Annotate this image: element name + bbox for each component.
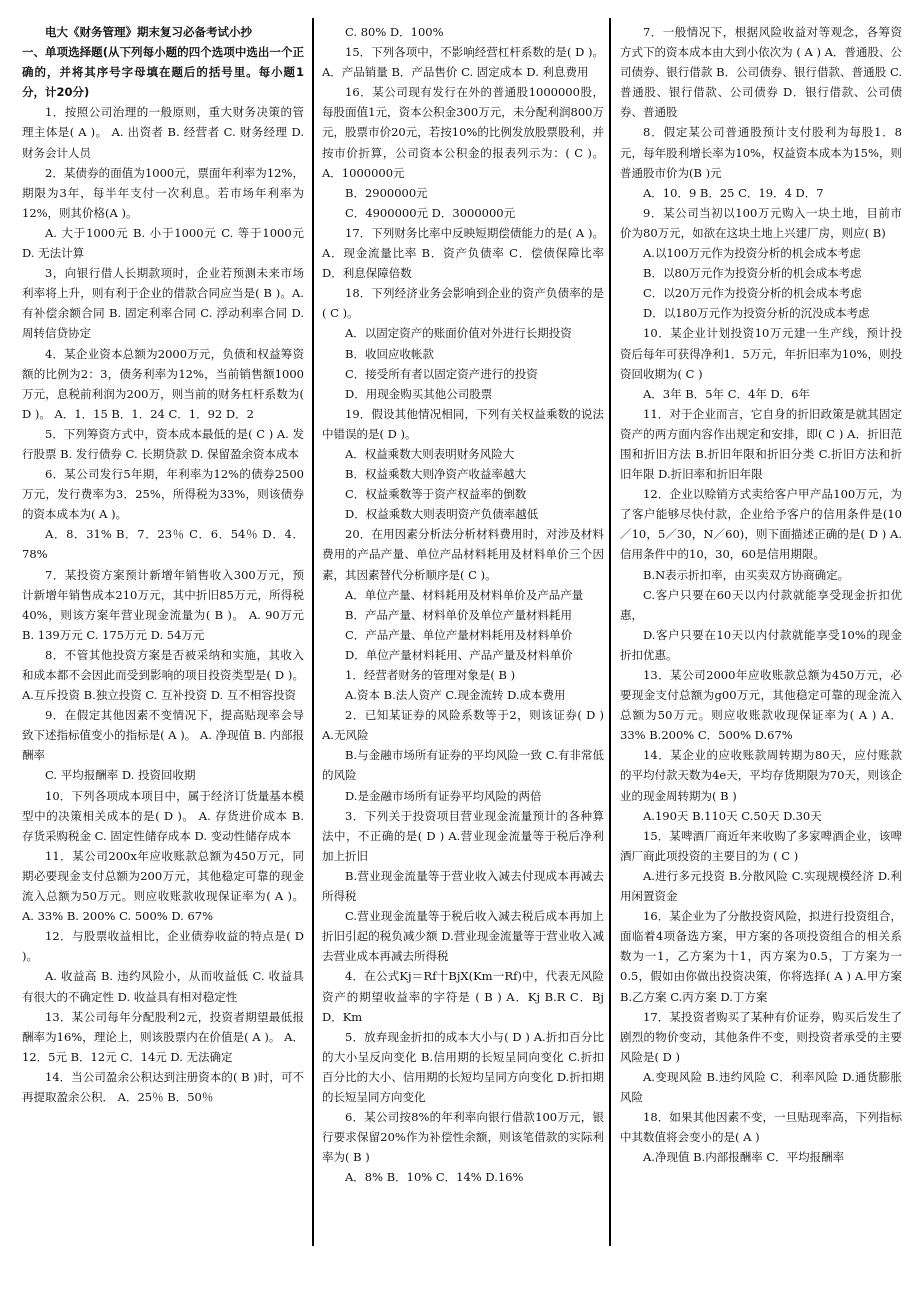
question-text: C．产品产量、单位产量材料耗用及材料单价 — [345, 627, 573, 642]
question-text: B.营业现金流量等于营业收入减去付现成本再减去所得税 — [322, 868, 604, 904]
question-text: B．权益乘数大则净资产收益率越大 — [345, 467, 526, 482]
question-text: 11．对于企业而言，它自身的折旧政策是就其固定资产的两方面内容作出规定和安排，即( C ) A．折旧范围和折旧方法 B.折旧年限和折旧分类 C.折旧方法和折旧年限 D.折旧率和折旧年限 — [620, 406, 902, 482]
question-text: 13．某公司每年分配股利2元，投资者期望最低报酬率为16%，理论上，则该股票内在价值是( A )。 A．12．5元 B．12元 C．14元 D. 无法确定 — [22, 1009, 304, 1064]
question-text: 7．一般情况下，根据风险收益对等观念，各筹资方式下的资本成本由大到小依次为 ( A ) A．普通股、公司债券、银行借款 B．公司债券、银行借款、普通股 C.普通股、银行借款、公司债券 D．银行借款、公司债券、普通股 — [620, 25, 902, 120]
question-text: 7．某投资方案预计新增年销售收入300万元，预计新增年销售成本210万元，其中折旧85万元，所得税40%，则该方案年营业现金流量为( B )。 A. 90万元 B. 139万元 C. 175万元 D. 54万元 — [22, 567, 304, 642]
question-text: A. 收益高 B. 违约风险小，从而收益低 C. 收益具有很大的不确定性 D. 收益具有相对稳定性 — [22, 969, 304, 1004]
question-text: C.客户只要在60天以内付款就能享受现金折扣优惠， — [620, 587, 902, 622]
section-heading: 一、单项选择题(从下列每小题的四个选项中选出一个正确的，并将其序号字母填在题后的括号里。每小题1分，计20分) — [22, 45, 304, 100]
column-3 — [620, 22, 902, 1262]
question-text: B．以80万元作为投资分析的机会成本考虑 — [643, 266, 862, 281]
question-text: 12．与股票收益相比，企业债券收益的特点是( D )。 — [22, 929, 304, 964]
question-text: A．10．9 B．25 C．19．4 D．7 — [643, 185, 824, 200]
question-text: D．用现金购买其他公司股票 — [345, 386, 493, 401]
question-text: C．4900000元 D．3000000元 — [345, 205, 516, 220]
question-text: 1．经营者财务的管理对象是( B ) — [345, 668, 516, 682]
question-text: 6．某公司按8%的年利率向银行借款100万元，银行要求保留20%作为补偿性余额，则该笔借款的实际利率为( B ) — [322, 1110, 604, 1165]
question-text: 11．某公司200x年应收账款总额为450万元，同期必要现金支付总额为200万元，其他稳定可靠的现金流入总额为50万元。则应收账款收现保证率为( A )。 A. 33% B. 200% C. 500% D. 67% — [22, 848, 304, 924]
question-text: D.客户只要在10天以内付款就能享受10%的现金折扣优惠。 — [620, 627, 902, 662]
question-text: 8．假定某公司普通股预计支付股利为每股1．8元，每年股利增长率为10%，权益资本成本为15%，则普通股市价为(B )元 — [620, 125, 902, 180]
question-text: A．8．31% B．7．23％ C．6．54％ D．4．78% — [22, 527, 304, 562]
question-text: 9．某公司当初以100万元购入一块土地，目前市价为80万元，如欲在这块土地上兴建厂房，则应( B) — [620, 205, 902, 240]
question-text: 13．某公司2000年应收账款总额为450万元，必要现金支付总额为g00万元，其他稳定可靠的现金流入总额为50万元。则应收账款收现保证率为( A ) A．33% B.200% C．500% D.67% — [620, 668, 902, 743]
question-text: 9．在假定其他因素不变情况下，提高贴现率会导致下述指标值变小的指标是( A )。 A. 净现值 B. 内部报酬率 — [22, 708, 304, 763]
question-text: 6．某公司发行5年期，年利率为12%的债券2500万元，发行费率为3．25%，所得税为33%，则该债券的资本成本为( A )。 — [22, 467, 304, 522]
question-text: 14．某企业的应收账款周转期为80天，应付账款的平均付款天数为4e天，平均存货期限为70天，则该企业的现金周转期为( B ) — [620, 748, 902, 803]
question-text: 1．按照公司治理的一般原则，重大财务决策的管理主体是( A )。 A. 出资者 B. 经营者 C. 财务经理 D. 财务会计人员 — [22, 105, 304, 160]
question-text: 10．下列各项成本项目中，属于经济订货量基本模型中的决策相关成本的是( D )。 A. 存货进价成本 B. 存货采购税金 C. 固定性储存成本 D. 变动性储存成本 — [22, 788, 304, 843]
question-text: A.资本 B.法人资产 C.现金流转 D.成本费用 — [345, 688, 566, 703]
question-text: A.进行多元投资 B.分散风险 C.实现规模经济 D.利用闲置资金 — [620, 868, 902, 904]
document-title: 电大《财务管理》期末复习必备考试小抄 — [45, 25, 252, 39]
question-text: C. 平均报酬率 D. 投资回收期 — [45, 768, 196, 783]
question-text: B．2900000元 — [345, 185, 428, 200]
question-text: D．权益乘数大则表明资产负债率越低 — [345, 507, 539, 522]
question-text: C.营业现金流量等于税后收入减去税后成本再加上折旧引起的税负减少额 D.营业现金流量等于营业收入减去营业成本再减去所得税 — [322, 909, 604, 964]
question-text: B．收回应收帐款 — [345, 346, 434, 361]
question-text: 4．某企业资本总额为2000万元，负债和权益筹资额的比例为2：3，债务利率为12%，当前销售额1000万元，息税前利润为200万，则当前的财务杠杆系数为( D )。 A．1．15 B．1．24 C．1．92 D．2 — [22, 346, 304, 421]
question-text: 3．下列关于投资项目营业现金流量预计的各种算法中，不正确的是( D ) A.营业现金流量等于税后净利加上折旧 — [322, 808, 604, 863]
column-1-body — [22, 102, 304, 1107]
question-text: 19．假设其他情况相同，下列有关权益乘数的说法中错误的是( D )。 — [322, 406, 604, 441]
question-text: C. 80% D．100% — [345, 25, 444, 39]
question-text: 12．企业以赊销方式卖给客户甲产品100万元，为了客户能够尽快付款，企业给予客户的信用条件是(10／10，5／30，N／60)，则下面描述正确的是( D ) A.信用条件中的10，30，60是信用期限。 — [620, 487, 902, 562]
question-text: D．单位产量材料耗用、产品产量及材料单价 — [345, 647, 573, 662]
column-divider-1 — [312, 18, 314, 1246]
question-text: 15．下列各项中，不影响经营杠杆系数的是( D )。 A．产品销量 B．产品售价 C. 固定成本 D. 利息费用 — [322, 45, 604, 80]
question-text: A.变现风险 B.违约风险 C．利率风险 D.通货膨胀风险 — [620, 1069, 902, 1104]
question-text: A. 大于1000元 B. 小于1000元 C. 等于1000元 D. 无法计算 — [22, 225, 304, 261]
question-text: A.以100万元作为投资分析的机会成本考虑 — [643, 246, 861, 261]
question-text: 5．下列筹资方式中，资本成本最低的是( C ) A. 发行股票 B. 发行债券 C. 长期贷款 D. 保留盈余资本成本 — [22, 426, 304, 461]
column-3-body — [620, 22, 902, 1167]
question-text: D.是金融市场所有证券平均风险的两倍 — [345, 788, 542, 803]
column-2-body — [322, 22, 604, 1187]
question-text: D．以180万元作为投资分析的沉没成本考虑 — [643, 306, 870, 321]
question-text: A.190天 B.110天 C.50天 D.30天 — [643, 808, 822, 823]
question-text: 3，向银行借人长期款项时，企业若预测未来市场利率将上升，则有利于企业的借款合同应当是( B )。A.有补偿余额合同 B. 固定利率合同 C. 浮动利率合同 D. 周转信贷协定 — [22, 266, 304, 341]
question-text: 18．下列经济业务会影响到企业的资产负债率的是( C )。 — [322, 286, 604, 321]
question-text: A.净现值 B.内部报酬率 C．平均报酬率 — [643, 1150, 845, 1165]
question-text: A．3年 B．5年 C．4年 D．6年 — [643, 386, 811, 401]
column-2 — [322, 22, 604, 1262]
question-text: 20．在用因素分析法分析材料费用时，对涉及材料费用的产品产量、单位产品材料耗用及材料单价三个因素，其因素替代分析顺序是( C )。 — [322, 527, 604, 582]
question-text: C．接受所有者以固定资产进行的投资 — [345, 366, 538, 381]
question-text: 17．某投资者购买了某种有价证券，购买后发生了剧烈的物价变动，其他条件不变，则投资者承受的主要风险是( D ) — [620, 1009, 902, 1064]
question-text: 2．已知某证券的风险系数等于2，则该证券( D ) A.无风险 — [322, 708, 604, 743]
question-text: A．8% B．10% C．14% D.16% — [345, 1170, 524, 1185]
question-text: 10．某企业计划投资10万元建一生产线，预计投资后每年可获得净利1．5万元，年折旧率为10%，则投资回收期为( C ) — [620, 326, 902, 381]
question-text: 14．当公司盈余公积达到注册资本的( B )时，可不再提取盈余公积． A．25％ B．50％ — [22, 1069, 304, 1104]
question-text: 16．某企业为了分散投资风险，拟进行投资组合，面临着4项备选方案，甲方案的各项投资组合的相关系数为一1，乙方案为十1，丙方案为0.5，丁方案为一0.5，假如由你做出投资决策，你将选择( A ) A.甲方案 B.乙方案 C.丙方案 D.丁方案 — [620, 909, 902, 1004]
question-text: 18．如果其他因素不变，一旦贴现率高，下列指标中其数值将会变小的是( A ) — [620, 1110, 902, 1145]
question-text: B.N表示折扣率，由买卖双方协商确定。 — [643, 567, 850, 582]
column-divider-2 — [609, 18, 611, 1246]
question-text: A．以固定资产的账面价值对外进行长期投资 — [345, 326, 572, 341]
column-1 — [22, 22, 304, 1262]
question-text: B．产品产量、材料单价及单位产量材料耗用 — [345, 607, 572, 622]
question-text: A．权益乘数大则表明财务风险大 — [345, 446, 515, 461]
question-text: 8．不管其他投资方案是否被采纳和实施，其收入和成本都不会因此而受到影响的项目投资类型是( D )。 A.互斥投资 B.独立投资 C. 互补投资 D. 互不相容投资 — [22, 647, 304, 703]
question-text: C．权益乘数等于资产权益率的倒数 — [345, 487, 527, 502]
question-text: 4．在公式Kj＝Rf十BjX(Km一Rf)中，代表无风险资产的期望收益率的字符是 ( B ) A．Kj B.R C．Bj D．Km — [322, 969, 604, 1024]
question-text: 15．某啤酒厂商近年来收购了多家啤酒企业，该啤酒厂商此项投资的主要目的为 ( C ) — [620, 828, 902, 863]
question-text: A．单位产量、材料耗用及材料单价及产品产量 — [345, 587, 584, 602]
question-text: 5．放弃现金折扣的成本大小与( D ) A.折扣百分比的大小呈反向变化 B.信用期的长短呈同向变化 C.折扣百分比的大小、信用期的长短均呈同方向变化 D.折扣期的长短呈同方向变化 — [322, 1029, 604, 1104]
question-text: 17．下列财务比率中反映短期偿债能力的是( A )。 A．现金流量比率 B．资产负债率 C．偿债保障比率 D．利息保障倍数 — [322, 225, 604, 281]
question-text: B.与金融市场所有证券的平均风险一致 C.有非常低的风险 — [322, 748, 604, 783]
question-text: 16．某公司现有发行在外的普通股1000000股，每股面值1元，资本公积金300万元，未分配利润800万元，股票市价20元，若按10%的比例发放股票股利，并按市价折算，公司资本公积金的报表列示为：( C )。 A．1000000元 — [322, 85, 604, 180]
question-text: 2．某债券的面值为1000元，票面年利率为12%，期限为3年，每半年支付一次利息。若市场年利率为12%，则其价格(A )。 — [22, 165, 304, 220]
question-text: C．以20万元作为投资分析的机会成本考虑 — [643, 286, 862, 301]
